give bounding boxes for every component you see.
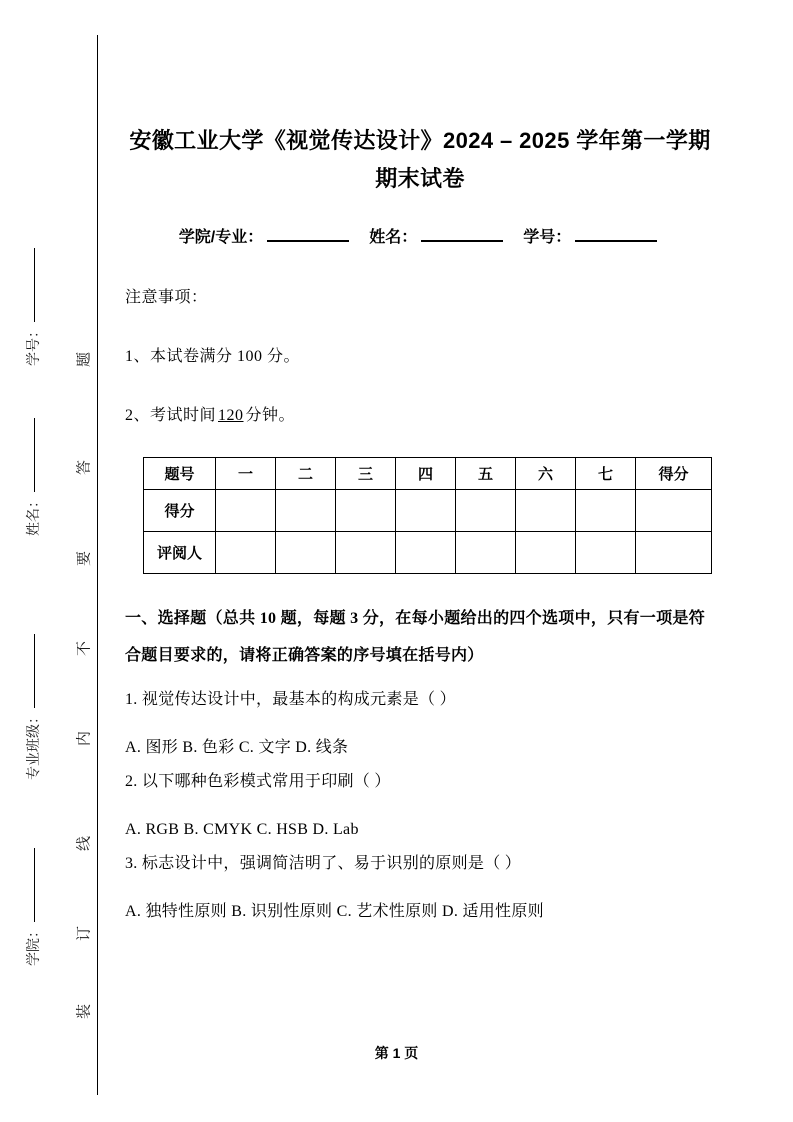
page-title: 安徽工业大学《视觉传达设计》2024 – 2025 学年第一学期期末试卷 (129, 128, 711, 191)
dept-major-label: 学院/专业： (178, 229, 264, 246)
score-row-1-cell-5[interactable] (516, 532, 576, 574)
notice-item-2-prefix: 2、考试时间 (125, 407, 217, 424)
score-row-0-cell-3[interactable] (396, 490, 456, 532)
question-3-options: A. 独特性原则 B. 识别性原则 C. 艺术性原则 D. 适用性原则 (125, 903, 544, 920)
question-1-stem: 1. 视觉传达设计中，最基本的构成元素是（ ） (125, 691, 456, 708)
score-row-0-cell-1[interactable] (276, 490, 336, 532)
notice-item-2 (125, 408, 715, 424)
table-row (144, 532, 712, 574)
score-col-4: 四 (396, 458, 456, 490)
margin-field-name-blank (33, 418, 35, 492)
score-col-8: 得分 (636, 458, 712, 490)
seal-char-7-label: 装 (76, 1004, 93, 1020)
table-row (144, 490, 712, 532)
score-row-0-cell-2[interactable] (336, 490, 396, 532)
score-col-6: 六 (516, 458, 576, 490)
score-col-1: 一 (216, 458, 276, 490)
margin-field-student-id (28, 232, 42, 382)
score-row-1-cell-7[interactable] (636, 532, 712, 574)
score-row-1-label: 评阅人 (144, 532, 216, 574)
dept-major-blank[interactable] (267, 228, 349, 242)
score-row-1-cell-0[interactable] (216, 532, 276, 574)
student-name-blank[interactable] (421, 228, 503, 242)
score-row-1-cell-6[interactable] (576, 532, 636, 574)
score-row-1-cell-3[interactable] (396, 532, 456, 574)
table-row-header (144, 458, 712, 490)
exam-duration-value: 120 (218, 407, 244, 424)
score-row-0-label: 得分 (144, 490, 216, 532)
margin-field-class-label: 专业班级： (27, 710, 42, 780)
score-table (143, 457, 712, 574)
section-heading-choice: 一、选择题（总共 10 题，每题 3 分，在每小题给出的四个选项中，只有一项是符合题目要求的，请将正确答案的序号填在括号内） (125, 610, 706, 664)
margin-field-class (28, 632, 42, 782)
margin-field-college-label: 学院： (27, 924, 42, 966)
score-col-5: 五 (456, 458, 516, 490)
question-2-options: A. RGB B. CMYK C. HSB D. Lab (125, 821, 359, 838)
notice-item-2-suffix: 分钟。 (245, 407, 296, 424)
score-col-2: 二 (276, 458, 336, 490)
margin-field-name (28, 402, 42, 552)
margin-field-class-blank (33, 634, 35, 708)
score-col-0: 题号 (144, 458, 216, 490)
score-row-0-cell-5[interactable] (516, 490, 576, 532)
seal-char-1: 答 (76, 460, 93, 476)
student-id-label: 学号： (523, 229, 572, 246)
notice-heading: 注意事项： (125, 289, 208, 306)
margin-field-college-blank (33, 848, 35, 922)
student-id-blank[interactable] (575, 228, 657, 242)
score-row-0-cell-6[interactable] (576, 490, 636, 532)
margin-field-student-id-label: 学号： (27, 324, 42, 366)
student-info-line (125, 224, 715, 247)
student-name-label: 姓名： (369, 229, 418, 246)
seal-char-5: 线 (76, 836, 93, 852)
seal-char-2: 要 (76, 551, 93, 567)
margin-field-student-id-blank (33, 248, 35, 322)
notice-item-1: 1、本试卷满分 100 分。 (125, 348, 301, 365)
seal-char-7 (78, 997, 93, 1027)
score-row-0-cell-7[interactable] (636, 490, 712, 532)
margin-field-college (28, 832, 42, 982)
score-row-1-cell-2[interactable] (336, 532, 396, 574)
exam-paper-body (125, 0, 715, 1122)
score-row-0-cell-4[interactable] (456, 490, 516, 532)
score-col-7: 七 (576, 458, 636, 490)
page-footer: 第 1 页 (374, 1045, 419, 1061)
binding-vertical-rule (97, 35, 98, 1095)
score-row-1-cell-4[interactable] (456, 532, 516, 574)
seal-char-3: 不 (76, 641, 93, 657)
seal-char-6: 订 (76, 926, 93, 942)
question-3-stem: 3. 标志设计中，强调简洁明了、易于识别的原则是（ ） (125, 855, 522, 872)
question-1-options: A. 图形 B. 色彩 C. 文字 D. 线条 (125, 739, 349, 756)
binding-margin (0, 0, 98, 1122)
question-2-stem: 2. 以下哪种色彩模式常用于印刷（ ） (125, 773, 391, 790)
score-row-1-cell-1[interactable] (276, 532, 336, 574)
score-col-3: 三 (336, 458, 396, 490)
margin-field-name-label: 姓名： (27, 494, 42, 536)
seal-char-4: 内 (76, 731, 93, 747)
score-row-0-cell-0[interactable] (216, 490, 276, 532)
seal-char-0: 题 (76, 352, 93, 368)
